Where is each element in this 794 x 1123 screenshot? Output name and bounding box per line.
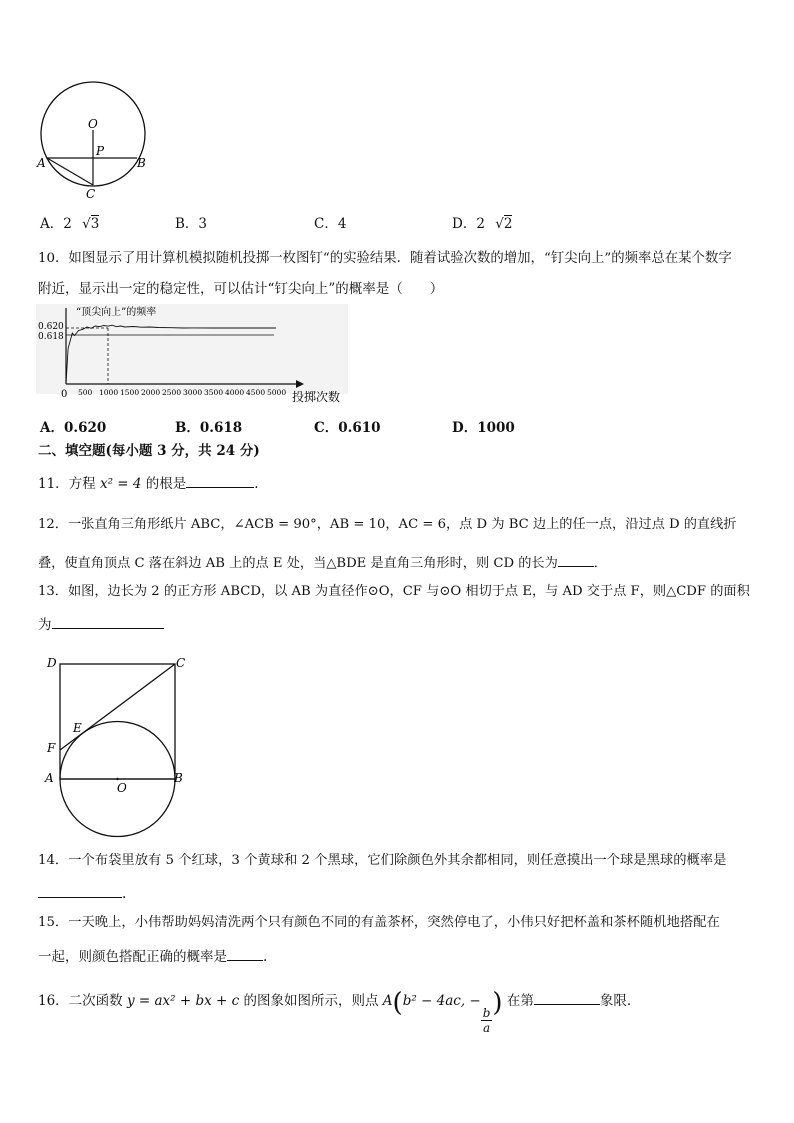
- x-tick-label: 4000: [225, 388, 245, 397]
- label-P: P: [96, 144, 105, 158]
- q13-line2: 为: [38, 614, 164, 634]
- x-tick-label: 500: [78, 388, 93, 397]
- frequency-chart: [34, 302, 356, 406]
- section-2-header: 二、填空题(每小题 3 分，共 24 分): [38, 443, 260, 459]
- label-C: C: [86, 187, 96, 201]
- q10-line2: 附近，显示出一定的稳定性，可以估计“钉尖向上”的概率是（ ）: [38, 281, 444, 297]
- x-tick-label: 3000: [183, 388, 203, 397]
- chart-title: “顶尖向上”的频率: [76, 307, 157, 318]
- label-O: O: [88, 117, 98, 131]
- answer-blank[interactable]: [52, 614, 164, 629]
- x-tick-label: 2500: [162, 388, 182, 397]
- choice-a: A．0.620: [40, 420, 107, 436]
- answer-blank[interactable]: [186, 473, 254, 488]
- q14-line1: 14．一个布袋里放有 5 个红球，3 个黄球和 2 个黑球，它们除颜色外其余都相同，则任意摸出一个球是黑球的概率是: [38, 853, 727, 868]
- q15-line1: 15．一天晚上，小伟帮助妈妈清洗两个只有颜色不同的有盖茶杯，突然停电了，小伟只好把杯盖和茶杯随机地搭配在: [38, 915, 720, 930]
- label-B: B: [174, 771, 183, 785]
- q13-line1: 13．如图，边长为 2 的正方形 ABCD，以 AB 为直径作⊙O，CF 与⊙O 相切于点 E，与 AD 交于点 F，则△CDF 的面积: [38, 584, 750, 599]
- label-F: F: [47, 741, 56, 755]
- q16: 16．二次函数 y = ax² + bx + c 的图象如图所示，则点 A(b² − 4ac, − $\frac{b}{a}$ ) 在第 象限.: [38, 988, 632, 1035]
- answer-blank[interactable]: [534, 990, 600, 1005]
- label-A: A: [37, 156, 46, 170]
- label-C: C: [176, 656, 186, 670]
- choice-d: D．1000: [452, 420, 515, 436]
- label-O: O: [117, 781, 127, 795]
- q10-line1: 10．如图显示了用计算机模拟随机投掷一枚图钉“的实验结果．随着试验次数的增加，“钉尖向上”的频率总在某个数字: [38, 251, 732, 266]
- x-tick-label: 1000: [99, 388, 119, 397]
- y-mark-0620: 0.620: [38, 322, 64, 332]
- x-axis-label: 投掷次数: [292, 390, 341, 404]
- q12-line1: 12．一张直角三角形纸片 ABC，∠ACB = 90°，AB = 10，AC = 6，点 D 为 BC 边上的任一点，沿过点 D 的直线折: [38, 517, 737, 532]
- q9-circle-figure: [34, 80, 154, 202]
- label-E: E: [73, 721, 82, 735]
- x-tick-label: 5000: [267, 388, 287, 397]
- x-tick-label: 2000: [141, 388, 161, 397]
- q9-choices: [40, 212, 760, 232]
- choice-a: A．2 √3: [40, 216, 100, 232]
- x-tick-label: 1500: [120, 388, 140, 397]
- x-tick-label: 4500: [246, 388, 266, 397]
- choice-c: C．4: [314, 216, 347, 232]
- choice-d: D．2 √2: [452, 216, 513, 232]
- answer-blank[interactable]: [38, 883, 122, 898]
- label-D: D: [47, 656, 57, 670]
- answer-blank[interactable]: [227, 946, 263, 961]
- q14-line2: .: [38, 883, 126, 903]
- x-tick-label: 3500: [204, 388, 224, 397]
- y-mark-0618: 0.618: [38, 332, 64, 342]
- origin-label: 0: [61, 389, 68, 400]
- label-A: A: [45, 771, 54, 785]
- label-B: B: [137, 156, 146, 170]
- choice-c: C．0.610: [314, 420, 381, 436]
- q12-line2: 叠，使直角顶点 C 落在斜边 AB 上的点 E 处，当△BDE 是直角三角形时，则 CD 的长为 ．: [38, 552, 607, 573]
- choice-b: B．3: [175, 216, 208, 232]
- q15-line2: 一起，则颜色搭配正确的概率是 .: [38, 946, 267, 966]
- answer-blank[interactable]: [558, 552, 594, 567]
- q13-square-circle-figure: [40, 650, 200, 845]
- q10-choices: [40, 416, 760, 436]
- choice-b: B．0.618: [175, 420, 243, 436]
- q11: 11．方程 x² = 4 的根是 .: [38, 473, 259, 493]
